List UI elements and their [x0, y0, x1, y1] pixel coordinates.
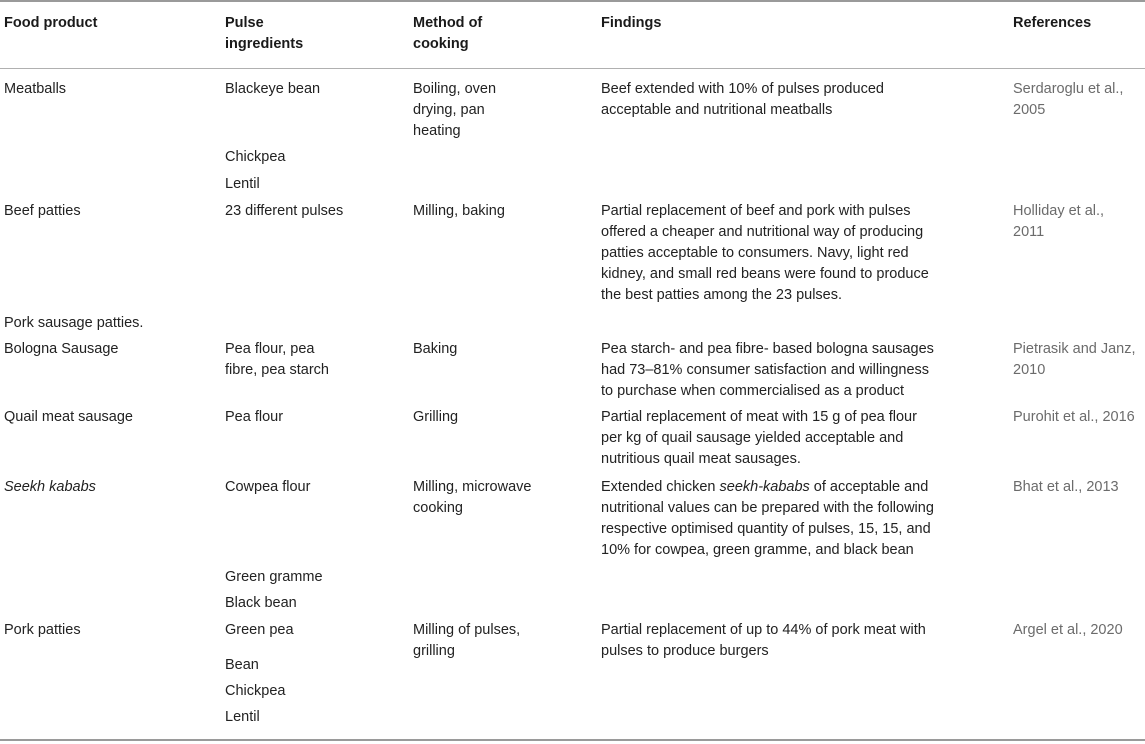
row-bologna-food: Bologna Sausage: [4, 341, 119, 357]
row-seekh-pulse-2: Green gramme: [225, 569, 323, 585]
row-quail-pulse-1: Pea flour: [225, 409, 284, 425]
row-beef-patties-findings-4: kidney, and small red beans were found to produce: [601, 266, 929, 282]
row-pork-patties-ref-1: Argel et al., 2020: [1013, 622, 1123, 638]
row-meatballs-food: Meatballs: [4, 81, 67, 97]
row-seekh-food: Seekh kababs: [4, 479, 96, 495]
row-meatballs-method-3: heating: [413, 123, 461, 139]
header-method-line2: cooking: [413, 36, 469, 52]
row-pork-patties-findings-2: pulses to produce burgers: [601, 643, 769, 659]
row-seekh-findings-3: respective optimised quantity of pulses, 15, 15, and: [601, 521, 931, 537]
row-seekh-method-1: Milling, microwave: [413, 479, 532, 495]
header-references: References: [1013, 15, 1092, 31]
row-beef-patties-ref-2: 2011: [1013, 224, 1045, 240]
row-pork-sausage-food: Pork sausage patties.: [4, 315, 144, 331]
row-meatballs-pulse-2: Chickpea: [225, 149, 286, 165]
row-quail-findings-1: Partial replacement of meat with 15 g of pea flour: [601, 409, 917, 425]
header-findings: Findings: [601, 15, 662, 31]
row-meatballs-pulse-3: Lentil: [225, 176, 260, 192]
header-method-line1: Method of: [413, 15, 483, 31]
row-seekh-pulse-1: Cowpea flour: [225, 479, 311, 495]
header-pulse-ingredients-line2: ingredients: [225, 36, 304, 52]
row-seekh-findings-1-post: of acceptable and: [809, 479, 929, 495]
row-seekh-ref-1: Bhat et al., 2013: [1013, 479, 1119, 495]
row-bologna-pulse-2: fibre, pea starch: [225, 362, 329, 378]
row-beef-patties-findings-1: Partial replacement of beef and pork with pulses: [601, 203, 911, 219]
row-meatballs-ref-1: Serdaroglu et al.,: [1013, 81, 1124, 97]
row-pork-patties-method-2: grilling: [413, 643, 455, 659]
row-seekh-findings-1-italic: seekh-kababs: [719, 479, 810, 495]
row-meatballs-findings-2: acceptable and nutritional meatballs: [601, 102, 833, 118]
row-seekh-findings-2: nutritional values can be prepared with the following: [601, 500, 934, 516]
row-seekh-findings-4: 10% for cowpea, green gramme, and black bean: [601, 542, 914, 558]
row-quail-findings-3: nutritious quail meat sausages.: [601, 451, 801, 467]
row-meatballs-findings-1: Beef extended with 10% of pulses produced: [601, 81, 884, 97]
row-meatballs-pulse-1: Blackeye bean: [225, 81, 321, 97]
row-beef-patties-method-1: Milling, baking: [413, 203, 505, 219]
row-bologna-findings-1: Pea starch- and pea fibre- based bologna sausages: [601, 341, 934, 357]
row-beef-patties-pulse-1: 23 different pulses: [225, 203, 344, 219]
row-meatballs-method-2: drying, pan: [413, 102, 485, 118]
row-beef-patties-food: Beef patties: [4, 203, 81, 219]
table-top-rule: [0, 0, 1145, 2]
row-beef-patties-findings-2: offered a cheaper and nutritional way of producing: [601, 224, 924, 240]
row-pork-patties-pulse-3: Chickpea: [225, 683, 286, 699]
row-seekh-method-2: cooking: [413, 500, 463, 516]
row-bologna-method-1: Baking: [413, 341, 458, 357]
row-bologna-pulse-1: Pea flour, pea: [225, 341, 315, 357]
row-pork-patties-pulse-2: Bean: [225, 657, 259, 673]
row-quail-method-1: Grilling: [413, 409, 459, 425]
row-pork-patties-pulse-4: Lentil: [225, 709, 260, 725]
row-pork-patties-method-1: Milling of pulses,: [413, 622, 521, 638]
row-seekh-findings-1-pre: Extended chicken: [601, 479, 720, 495]
row-bologna-ref-1: Pietrasik and Janz,: [1013, 341, 1136, 357]
header-food-product: Food product: [4, 15, 98, 31]
row-quail-ref-1: Purohit et al., 2016: [1013, 409, 1135, 425]
row-quail-food: Quail meat sausage: [4, 409, 133, 425]
row-seekh-pulse-3: Black bean: [225, 595, 297, 611]
row-bologna-ref-2: 2010: [1013, 362, 1046, 378]
row-beef-patties-findings-3: patties acceptable to consumers. Navy, light red: [601, 245, 909, 261]
row-pork-patties-findings-1: Partial replacement of up to 44% of pork meat with: [601, 622, 926, 638]
row-beef-patties-findings-5: the best patties among the 23 pulses.: [601, 287, 843, 303]
row-pork-patties-food: Pork patties: [4, 622, 81, 638]
row-meatballs-method-1: Boiling, oven: [413, 81, 497, 97]
table-bottom-rule: [0, 739, 1145, 741]
row-bologna-findings-2: had 73–81% consumer satisfaction and willingness: [601, 362, 930, 378]
row-pork-patties-pulse-1: Green pea: [225, 622, 294, 638]
header-pulse-ingredients-line1: Pulse: [225, 15, 264, 31]
row-quail-findings-2: per kg of quail sausage yielded acceptable and: [601, 430, 904, 446]
header-rule: [0, 68, 1145, 69]
row-seekh-findings-1: [601, 477, 928, 498]
row-beef-patties-ref-1: Holliday et al.,: [1013, 203, 1105, 219]
row-meatballs-ref-2: 2005: [1013, 102, 1046, 118]
row-bologna-findings-3: to purchase when commercialised as a product: [601, 383, 905, 399]
